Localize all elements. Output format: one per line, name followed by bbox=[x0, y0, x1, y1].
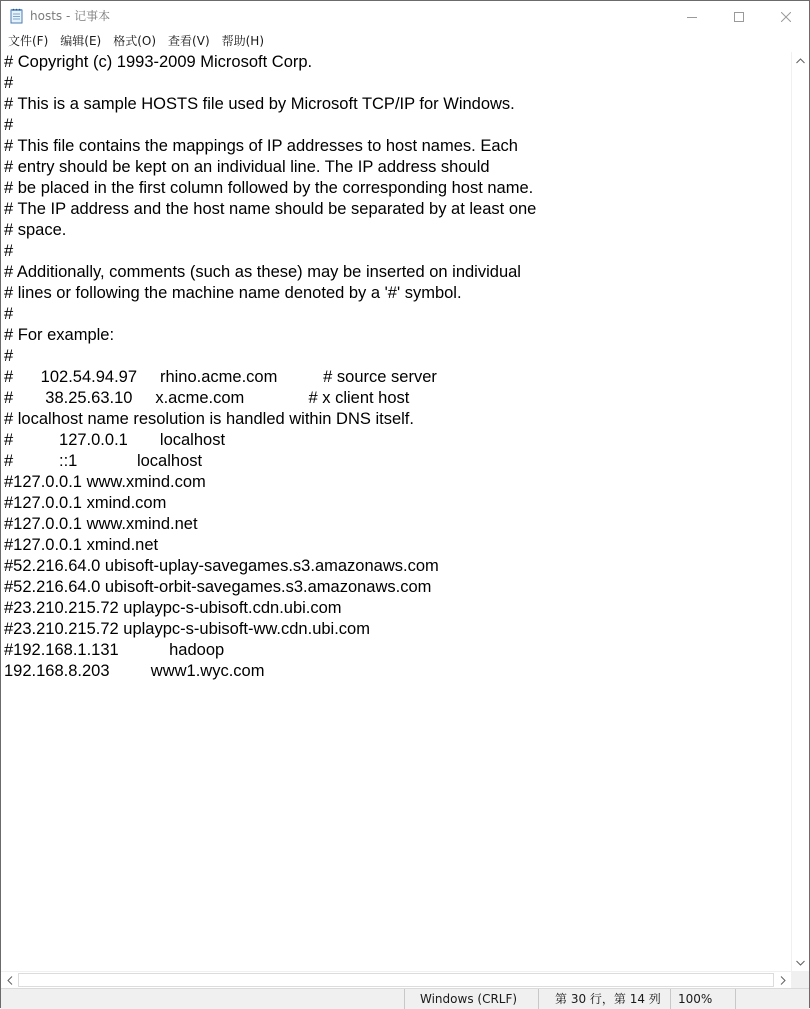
editor-line: # entry should be kept on an individual line. The IP address should bbox=[4, 158, 490, 176]
editor-line: # The IP address and the host name should be separated by at least one bbox=[4, 200, 537, 218]
text-editor[interactable] bbox=[1, 52, 791, 971]
editor-line: # 38.25.63.10 x.acme.com # x client host bbox=[4, 389, 410, 407]
close-icon bbox=[781, 7, 791, 26]
editor-line: # Copyright (c) 1993-2009 Microsoft Corp. bbox=[4, 53, 313, 71]
scroll-down-arrow-icon[interactable] bbox=[792, 954, 809, 971]
scrollbar-corner bbox=[791, 971, 809, 988]
editor-line: # bbox=[4, 116, 14, 134]
minimize-icon bbox=[687, 7, 697, 26]
editor-line: # bbox=[4, 305, 14, 323]
editor-line: # space. bbox=[4, 221, 67, 239]
editor-line: #23.210.215.72 uplaypc-s-ubisoft-ww.cdn.ubi.com bbox=[4, 620, 370, 638]
horizontal-scrollbar[interactable] bbox=[1, 971, 791, 988]
maximize-icon bbox=[734, 7, 744, 26]
scroll-up-arrow-icon[interactable] bbox=[792, 52, 809, 69]
scroll-right-arrow-icon[interactable] bbox=[774, 972, 791, 988]
menu-file[interactable]: 文件(F) bbox=[8, 34, 49, 48]
editor-line: # 127.0.0.1 localhost bbox=[4, 431, 226, 449]
menu-edit[interactable]: 编辑(E) bbox=[60, 34, 102, 48]
editor-line: # lines or following the machine name denoted by a '#' symbol. bbox=[4, 284, 462, 302]
editor-line: #52.216.64.0 ubisoft-orbit-savegames.s3.amazonaws.com bbox=[4, 578, 432, 596]
menu-help[interactable]: 帮助(H) bbox=[221, 34, 265, 48]
editor-line: # This file contains the mappings of IP addresses to host names. Each bbox=[4, 137, 518, 155]
vertical-scrollbar[interactable] bbox=[791, 52, 809, 971]
editor-line: 192.168.8.203 www1.wyc.com bbox=[4, 662, 265, 680]
status-bar bbox=[1, 988, 809, 1009]
editor-line: # bbox=[4, 74, 14, 92]
editor-line: #192.168.1.131 hadoop bbox=[4, 641, 225, 659]
menu-format[interactable]: 格式(O) bbox=[113, 34, 157, 48]
close-button[interactable] bbox=[763, 1, 809, 31]
window-title: hosts - 记事本 bbox=[30, 9, 111, 23]
editor-line: # This is a sample HOSTS file used by Microsoft TCP/IP for Windows. bbox=[4, 95, 515, 113]
status-zoom: 100% bbox=[678, 992, 713, 1006]
editor-line: # ::1 localhost bbox=[4, 452, 203, 470]
editor-line: #127.0.0.1 www.xmind.net bbox=[4, 515, 198, 533]
status-divider bbox=[538, 989, 539, 1009]
status-divider bbox=[670, 989, 671, 1009]
notepad-icon[interactable] bbox=[10, 8, 23, 24]
minimize-button[interactable] bbox=[669, 1, 715, 31]
status-cursor-position: 第 30 行，第 14 列 bbox=[555, 992, 661, 1006]
editor-line: # localhost name resolution is handled within DNS itself. bbox=[4, 410, 414, 428]
menu-view[interactable]: 查看(V) bbox=[168, 34, 210, 48]
title-bar[interactable] bbox=[1, 1, 809, 31]
status-divider bbox=[735, 989, 736, 1009]
editor-line: # 102.54.94.97 rhino.acme.com # source server bbox=[4, 368, 437, 386]
status-line-ending: Windows (CRLF) bbox=[420, 992, 518, 1006]
editor-line: # For example: bbox=[4, 326, 115, 344]
editor-content[interactable] bbox=[1, 52, 791, 682]
menu-bar bbox=[1, 31, 809, 52]
maximize-button[interactable] bbox=[716, 1, 762, 31]
editor-line: #127.0.0.1 xmind.com bbox=[4, 494, 167, 512]
editor-line: #23.210.215.72 uplaypc-s-ubisoft.cdn.ubi.com bbox=[4, 599, 342, 617]
editor-line: #52.216.64.0 ubisoft-uplay-savegames.s3.amazonaws.com bbox=[4, 557, 439, 575]
status-divider bbox=[404, 989, 405, 1009]
editor-line: # bbox=[4, 242, 14, 260]
editor-line: # bbox=[4, 347, 14, 365]
editor-line: #127.0.0.1 xmind.net bbox=[4, 536, 159, 554]
horizontal-scroll-thumb[interactable] bbox=[18, 973, 774, 987]
editor-line: #127.0.0.1 www.xmind.com bbox=[4, 473, 206, 491]
editor-line: # be placed in the first column followed by the corresponding host name. bbox=[4, 179, 534, 197]
scroll-left-arrow-icon[interactable] bbox=[1, 972, 18, 988]
editor-line: # Additionally, comments (such as these) may be inserted on individual bbox=[4, 263, 521, 281]
